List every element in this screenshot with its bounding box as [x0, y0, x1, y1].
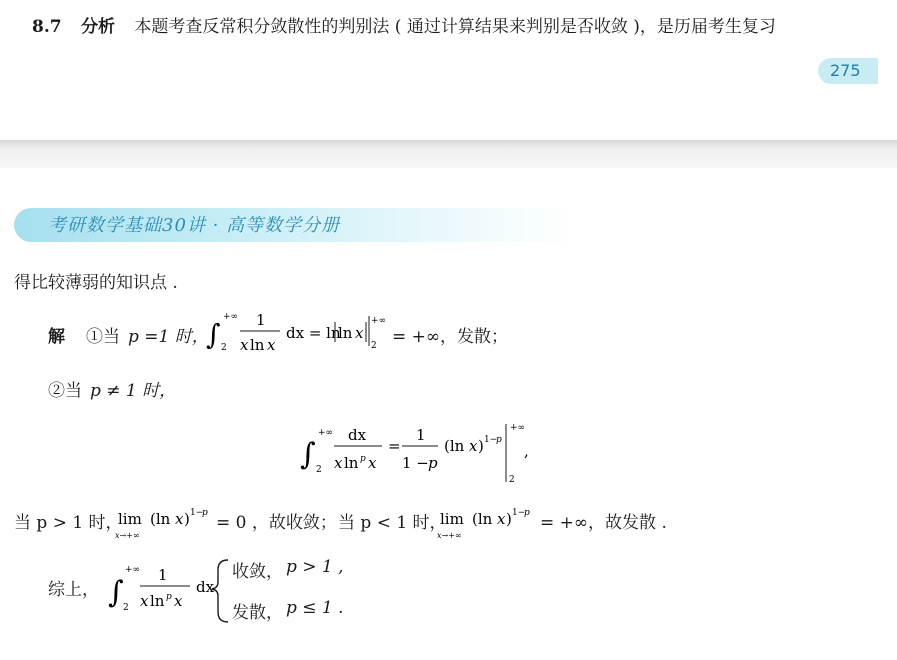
- integral-summary: [106, 554, 232, 630]
- svg-text:1: 1: [416, 426, 426, 444]
- svg-text:ln: ln: [338, 324, 353, 342]
- svg-text:ln: ln: [150, 592, 165, 610]
- svg-text:1 −: 1 −: [402, 454, 429, 472]
- problem-number: 8.7: [32, 17, 62, 37]
- case1-condition: p =1 时，: [128, 327, 209, 347]
- svg-text:p: p: [524, 508, 530, 518]
- limit-gt: [114, 498, 222, 544]
- svg-text:): ): [184, 510, 190, 528]
- svg-text:x: x: [497, 510, 506, 528]
- running-header-title: 考研数学基础30讲 · 高等数学分册: [48, 215, 341, 236]
- page-number: 275: [818, 58, 878, 84]
- svg-text:+∞: +∞: [318, 428, 334, 438]
- summary-label: 综上，: [48, 580, 99, 600]
- svg-text:1−: 1−: [484, 435, 498, 445]
- svg-text:1: 1: [158, 566, 168, 584]
- case1-result: = +∞，发散；: [392, 327, 509, 347]
- svg-text:p: p: [360, 454, 366, 464]
- svg-text:1: 1: [256, 311, 266, 329]
- svg-text:(ln: (ln: [150, 510, 171, 528]
- case-gt-condition: 当 p > 1 时，: [14, 513, 123, 533]
- svg-text:x: x: [240, 336, 249, 354]
- svg-text:∫: ∫: [108, 575, 124, 610]
- svg-text:x→+∞: x→+∞: [115, 531, 140, 540]
- case-lt-result: = +∞，故发散 .: [540, 513, 667, 533]
- integral-case1: [204, 306, 404, 358]
- svg-text:1−: 1−: [190, 508, 204, 518]
- continued-text: 得比较薄弱的知识点 .: [14, 273, 178, 293]
- case2-prefix: ②当: [48, 381, 82, 401]
- diverge-condition: p ≤ 1 .: [286, 598, 344, 618]
- svg-text:x: x: [469, 437, 478, 455]
- svg-text:∫: ∫: [300, 437, 316, 472]
- svg-text:+∞: +∞: [371, 316, 387, 326]
- svg-text:x: x: [174, 592, 183, 610]
- analysis-text: 本题考查反常积分敛散性的判别法 ( 通过计算结果来判别是否收敛 )，是历届考生复习: [134, 17, 776, 37]
- svg-text:x: x: [368, 454, 377, 472]
- analysis-keyword: 分析: [80, 17, 115, 37]
- svg-text:x: x: [175, 510, 184, 528]
- case-gt-result: = 0 ，故收敛；: [216, 513, 337, 533]
- svg-text:lim: lim: [440, 510, 464, 528]
- case2-condition: p ≠ 1 时，: [90, 381, 177, 401]
- converge-condition: p > 1 ,: [286, 557, 344, 577]
- svg-text:x: x: [334, 454, 343, 472]
- svg-text:dx: dx: [348, 426, 367, 444]
- svg-text:∫: ∫: [206, 318, 221, 351]
- svg-text:+∞: +∞: [223, 312, 239, 322]
- svg-text:2: 2: [123, 603, 129, 613]
- case-lt-condition: 当 p < 1 时，: [338, 513, 447, 533]
- svg-text:2: 2: [316, 465, 322, 475]
- svg-text:lim: lim: [118, 510, 142, 528]
- svg-text:): ): [506, 510, 512, 528]
- page-gap: [0, 140, 897, 168]
- svg-text:p: p: [428, 454, 438, 472]
- diverge-label: 发散，: [232, 603, 283, 623]
- svg-text:ln: ln: [344, 454, 359, 472]
- svg-text:1−: 1−: [512, 508, 526, 518]
- svg-text:dx: dx: [196, 578, 215, 596]
- integral-case2: [298, 418, 538, 494]
- svg-text:2: 2: [509, 475, 515, 485]
- svg-text:2: 2: [221, 343, 227, 353]
- svg-text:+∞: +∞: [125, 565, 141, 575]
- svg-text:p: p: [496, 435, 502, 445]
- svg-text:+∞: +∞: [510, 423, 526, 433]
- svg-text:(ln: (ln: [444, 437, 465, 455]
- svg-text:(ln: (ln: [472, 510, 493, 528]
- problem-analysis-line: [32, 12, 776, 37]
- svg-text:): ): [478, 437, 484, 455]
- svg-text:2: 2: [371, 341, 377, 351]
- solution-label: 解: [48, 327, 65, 347]
- svg-text:ln: ln: [250, 336, 265, 354]
- svg-text:dx = ln: dx = ln: [286, 324, 341, 342]
- svg-text:=: =: [388, 437, 401, 455]
- svg-text:x: x: [267, 336, 276, 354]
- svg-text:x: x: [140, 592, 149, 610]
- svg-text:x: x: [355, 324, 364, 342]
- svg-text:p: p: [202, 508, 208, 518]
- converge-label: 收敛，: [232, 562, 283, 582]
- case1-prefix: ①当: [86, 327, 120, 347]
- svg-text:x→+∞: x→+∞: [437, 531, 462, 540]
- limit-lt: [436, 498, 544, 544]
- svg-text:,: ,: [524, 442, 529, 460]
- svg-text:p: p: [166, 592, 172, 602]
